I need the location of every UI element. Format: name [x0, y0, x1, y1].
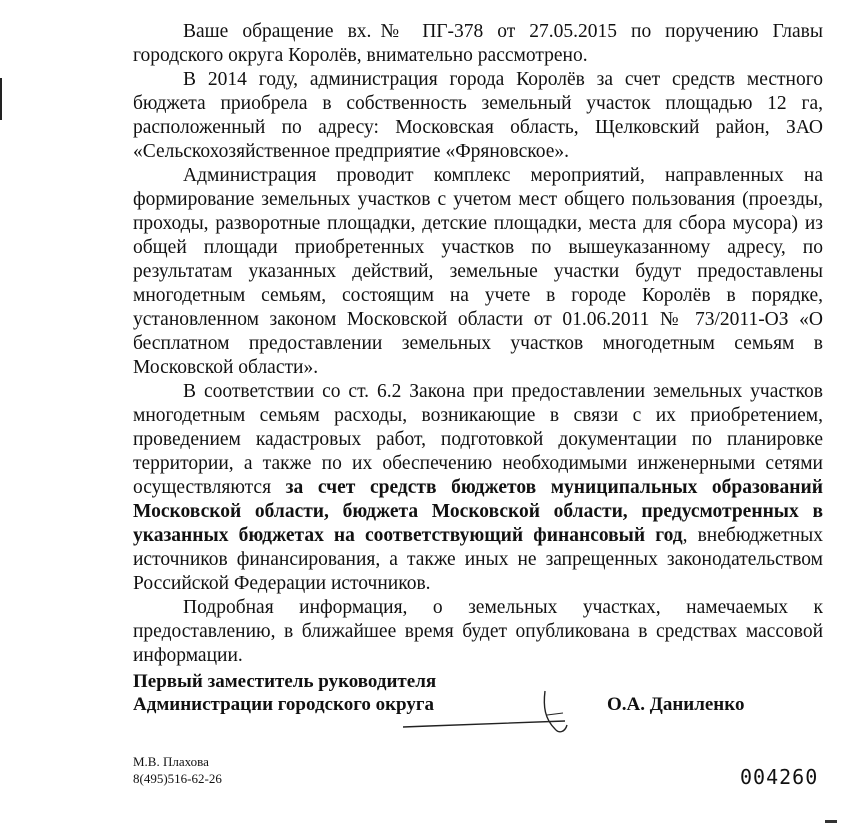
executor-name: М.В. Плахова — [133, 754, 209, 769]
letter-body — [133, 20, 823, 668]
scan-edge-mark — [0, 78, 2, 120]
signatory-title-line-1: Первый заместитель руководителя — [133, 671, 437, 692]
handwritten-signature — [395, 685, 595, 745]
signatory-title — [133, 670, 436, 716]
bold-funding-text: за счет средств бюджетов муниципальных образований Московской области, бюджета Московской области, предусмотренных в указанных бюджетах на соответствующий финансовый год — [133, 477, 824, 546]
paragraph-1: Ваше обращение вх.№ ПГ-378 от 27.05.2015 по поручению Главы городского округа Королёв, внимательно рассмотрено. — [133, 21, 823, 66]
document-number: 004260 — [740, 765, 819, 789]
paragraph-2: В 2014 году, администрация города Королёв за счет средств местного бюджета приобрела в собственность земельный участок площадью 12 га, расположенный по адресу: Московская область, Щелковский район, ЗАО «Сельскохозяйственное предприятие «Фряновское». — [133, 69, 823, 162]
executor-phone: 8(495)516-62-26 — [133, 771, 222, 786]
signatory-title-line-2: Администрации городского округа — [133, 694, 434, 715]
executor-info — [133, 753, 222, 787]
paragraph-3: Администрация проводит комплекс мероприятий, направленных на формирование земельных участков с учетом мест общего пользования (проезды, проходы, разворотные площадки, детские площадки, места для сбора мусора) из общей площади приобретенных участков по вышеуказанному адресу, по результатам указанных действий, земельные участки будут предоставлены многодетным семьям, состоящим на учете в городе Королёв в порядке, установленном законом Московской области от 01.06.2011 № 73/2011-ОЗ «О бесплатном предоставлении земельных участков многодетным семьям в Московской области». — [133, 165, 823, 378]
signatory-name: О.А. Даниленко — [607, 694, 745, 715]
paragraph-5: Подробная информация, о земельных участках, намечаемых к предоставлению, в ближайшее время будет опубликована в средствах массовой информации. — [133, 597, 823, 666]
paragraph-4: В соответствии со ст. 6.2 Закона при предоставлении земельных участков многодетным семьям расходы, возникающие в связи с их приобретением, проведением кадастровых работ, подготовкой документации по планировке территории, а также по их обеспечению необходимыми инженерными сетями осуществляются за счет средств бюджетов муниципальных образований Московской области, бюджета Московской области, предусмотренных в указанных бюджетах на соответствующий финансовый год, внебюджетных источников финансирования, а также иных не запрещенных законодательством Российской Федерации источников. — [133, 381, 824, 594]
